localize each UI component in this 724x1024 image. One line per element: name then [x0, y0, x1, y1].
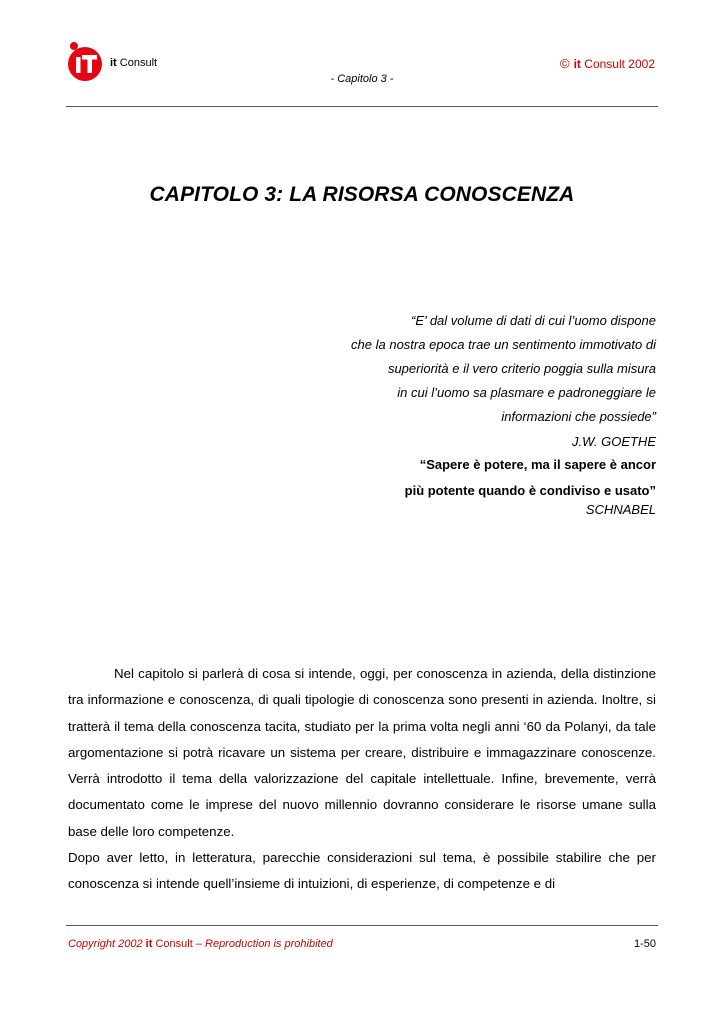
quote-line: in cui l’uomo sa plasmare e padroneggiare le [397, 385, 656, 400]
page-number: 1-50 [633, 938, 656, 950]
footer-suffix: – Reproduction is prohibited [195, 938, 333, 950]
epigraph-quote [351, 309, 656, 429]
quote-line: che la nostra epoca trae un sentimento immotivato di [351, 337, 656, 352]
footer-copyright [68, 938, 333, 950]
quote-line: “E’ dal volume di dati di cui l’uomo dispone [411, 313, 656, 328]
header-copyright-text: Consult 2002 [584, 57, 655, 71]
header-copyright [560, 56, 655, 71]
chapter-reference: - Capitolo 3 - [330, 73, 394, 85]
quote-author: J.W. GOETHE [571, 434, 656, 449]
logo-wordmark [110, 57, 157, 69]
quote-line: informazioni che possiede” [501, 409, 656, 424]
copyright-icon: © [560, 56, 570, 71]
paragraph: Dopo aver letto, in letteratura, parecchie considerazioni sul tema, è possibile stabilire che per conoscenza si intende quell’insieme di intuizioni, di esperienze, di competenze e di [68, 850, 656, 892]
footer-copyright-prefix: Copyright 2002 [68, 938, 143, 950]
quote-line: più potente quando è condiviso e usato” [404, 483, 656, 498]
quote-line: superiorità e il vero criterio poggia sulla misura [387, 361, 656, 376]
logo-name: Consult [119, 57, 158, 69]
paragraph: Nel capitolo si parlerà di cosa si intende, oggi, per conoscenza in azienda, della distinzione tra informazione e conoscenza, di quali tipologie di conoscenza sono presenti in azienda. Inoltre, si tratterà il tema della conoscenza tacita, studiato per la prima volta negli anni ‘60 da Polanyi, da tale argomentazione si potrà ricavare un sistema per creare, distribuire e immagazzinare conoscenze. Verrà introdotto il tema della valorizzazione del capitale intellettuale. Infine, brevemente, verrà documentato come le imprese del nuovo millennio dovranno considerare le risorse umane sulla base delle loro competenze. [68, 666, 656, 839]
header-copyright-brand: it [573, 57, 581, 71]
header-divider [66, 106, 658, 107]
quote-line: “Sapere è potere, ma il sapere è ancor [419, 457, 656, 472]
footer-divider [66, 925, 658, 926]
logo-brand: it [110, 57, 117, 69]
quote-author: SCHNABEL [585, 502, 656, 517]
body-text [68, 661, 656, 898]
page-title: CAPITOLO 3: LA RISORSA CONOSCENZA [149, 183, 575, 206]
footer-brand-rest: Consult [155, 938, 193, 950]
epigraph-quote [405, 452, 656, 504]
footer-brand: it [145, 938, 153, 950]
